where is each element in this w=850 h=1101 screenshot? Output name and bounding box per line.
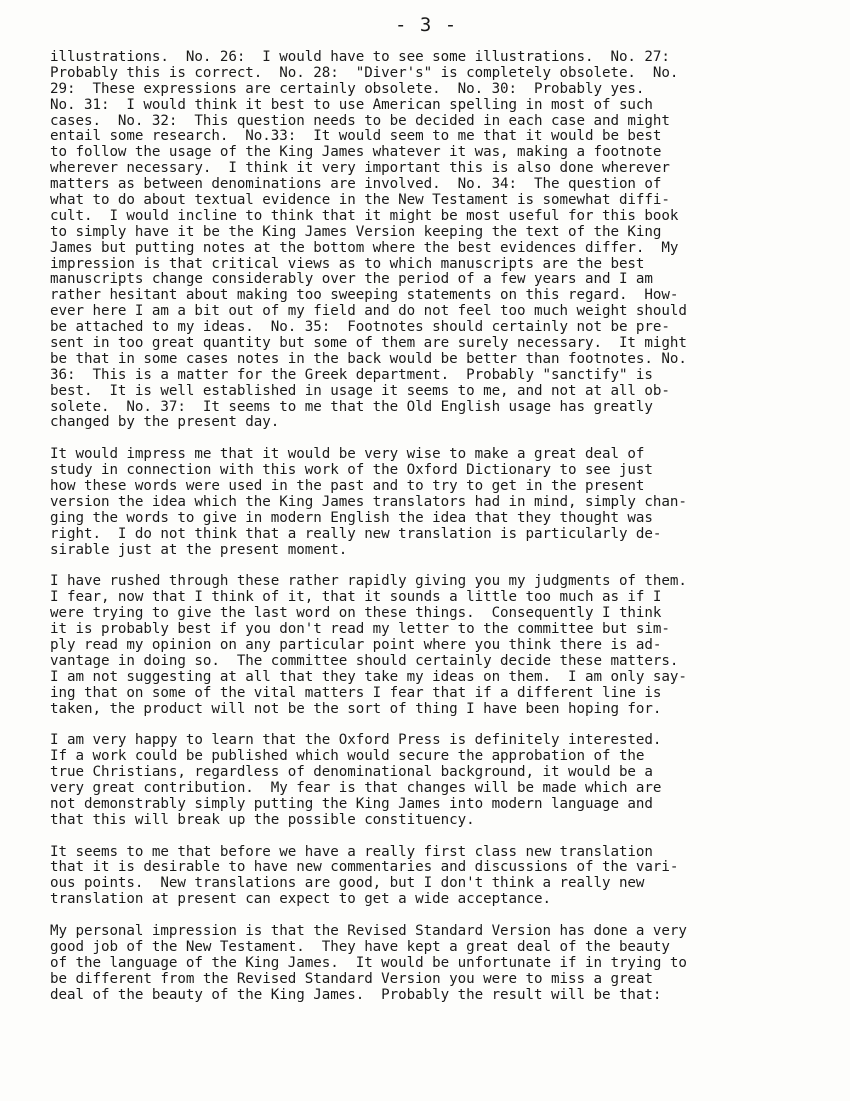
text-line: 36: This is a matter for the Greek department. Probably "sanctify" is: [50, 366, 653, 383]
text-line: be attached to my ideas. No. 35: Footnotes should certainly not be pre-: [50, 319, 670, 336]
text-line: I fear, now that I think of it, that it sounds a little too much as if I: [50, 589, 662, 606]
text-line: it is probably best if you don't read my letter to the committee but sim-: [50, 621, 670, 638]
text-line: were trying to give the last word on these things. Consequently I think: [50, 605, 662, 622]
paragraph-gap: [50, 908, 810, 924]
text-line: I am not suggesting at all that they take my ideas on them. I am only say-: [50, 668, 687, 685]
text-line: impression is that critical views as to which manuscripts are the best: [50, 255, 645, 272]
text-line: matters as between denominations are involved. No. 34: The question of: [50, 176, 662, 193]
paragraph: [50, 447, 810, 558]
text-line: how these words were used in the past and to try to get in the present: [50, 478, 645, 495]
text-line: James but putting notes at the bottom where the best evidences differ. My: [50, 239, 679, 256]
text-line: of the language of the King James. It would be unfortunate if in trying to: [50, 954, 687, 971]
paragraph-gap: [50, 829, 810, 845]
text-line: right. I do not think that a really new translation is particularly de-: [50, 525, 662, 542]
text-line: good job of the New Testament. They have kept a great deal of the beauty: [50, 938, 670, 955]
paragraph: [50, 845, 810, 909]
text-line: I have rushed through these rather rapidly giving you my judgments of them.: [50, 573, 687, 590]
text-line: translation at present can expect to get a wide acceptance.: [50, 891, 552, 908]
paragraph: [50, 50, 810, 431]
text-line: No. 31: I would think it best to use American spelling in most of such: [50, 96, 653, 113]
paragraph: [50, 924, 810, 1003]
text-line: manuscripts change considerably over the period of a few years and I am: [50, 271, 653, 288]
paragraph-gap: [50, 559, 810, 575]
text-line: be that in some cases notes in the back would be better than footnotes. No.: [50, 350, 687, 367]
text-line: ply read my opinion on any particular point where you think there is ad-: [50, 636, 662, 653]
text-line: deal of the beauty of the King James. Probably the result will be that:: [50, 986, 662, 1003]
text-line: ous points. New translations are good, but I don't think a really new: [50, 875, 645, 892]
text-line: that this will break up the possible constituency.: [50, 811, 475, 828]
paragraph: [50, 733, 810, 828]
text-line: to simply have it be the King James Version keeping the text of the King: [50, 223, 662, 240]
text-line: 29: These expressions are certainly obsolete. No. 30: Probably yes.: [50, 80, 645, 97]
text-line: best. It is well established in usage it seems to me, and not at all ob-: [50, 382, 670, 399]
text-line: My personal impression is that the Revised Standard Version has done a very: [50, 922, 687, 939]
paragraph: [50, 574, 810, 717]
text-line: very great contribution. My fear is that changes will be made which are: [50, 779, 662, 796]
text-line: ing that on some of the vital matters I fear that if a different line is: [50, 684, 662, 701]
text-line: not demonstrably simply putting the King James into modern language and: [50, 795, 653, 812]
text-line: sirable just at the present moment.: [50, 541, 348, 558]
text-line: version the idea which the King James translators had in mind, simply chan-: [50, 493, 687, 510]
letter-body: [50, 50, 810, 1003]
text-line: rather hesitant about making too sweeping statements on this regard. How-: [50, 287, 679, 304]
text-line: vantage in doing so. The committee should certainly decide these matters.: [50, 652, 679, 669]
text-line: wherever necessary. I think it very important this is also done wherever: [50, 160, 670, 177]
text-line: what to do about textual evidence in the New Testament is somewhat diffi-: [50, 192, 670, 209]
text-line: sent in too great quantity but some of them are surely necessary. It might: [50, 335, 687, 352]
text-line: If a work could be published which would secure the approbation of the: [50, 748, 645, 765]
text-line: changed by the present day.: [50, 414, 280, 431]
text-line: to follow the usage of the King James whatever it was, making a footnote: [50, 144, 662, 161]
text-line: ever here I am a bit out of my field and do not feel too much weight should: [50, 303, 687, 320]
page-number: - 3 -: [395, 14, 458, 36]
text-line: taken, the product will not be the sort of thing I have been hoping for.: [50, 700, 662, 717]
text-line: that it is desirable to have new commentaries and discussions of the vari-: [50, 859, 679, 876]
text-line: ging the words to give in modern English the idea that they thought was: [50, 509, 653, 526]
text-line: study in connection with this work of the Oxford Dictionary to see just: [50, 462, 653, 479]
text-line: true Christians, regardless of denominational background, it would be a: [50, 764, 653, 781]
paragraph-gap: [50, 717, 810, 733]
text-line: be different from the Revised Standard Version you were to miss a great: [50, 970, 653, 987]
text-line: cases. No. 32: This question needs to be decided in each case and might: [50, 112, 670, 129]
paragraph-gap: [50, 431, 810, 447]
text-line: illustrations. No. 26: I would have to see some illustrations. No. 27:: [50, 49, 670, 65]
text-line: It would impress me that it would be very wise to make a great deal of: [50, 446, 645, 463]
text-line: I am very happy to learn that the Oxford Press is definitely interested.: [50, 732, 662, 749]
text-line: Probably this is correct. No. 28: "Diver's" is completely obsolete. No.: [50, 64, 679, 81]
text-line: solete. No. 37: It seems to me that the Old English usage has greatly: [50, 398, 653, 415]
text-line: entail some research. No.33: It would seem to me that it would be best: [50, 128, 662, 145]
text-line: It seems to me that before we have a really first class new translation: [50, 843, 653, 860]
text-line: cult. I would incline to think that it might be most useful for this book: [50, 207, 679, 224]
